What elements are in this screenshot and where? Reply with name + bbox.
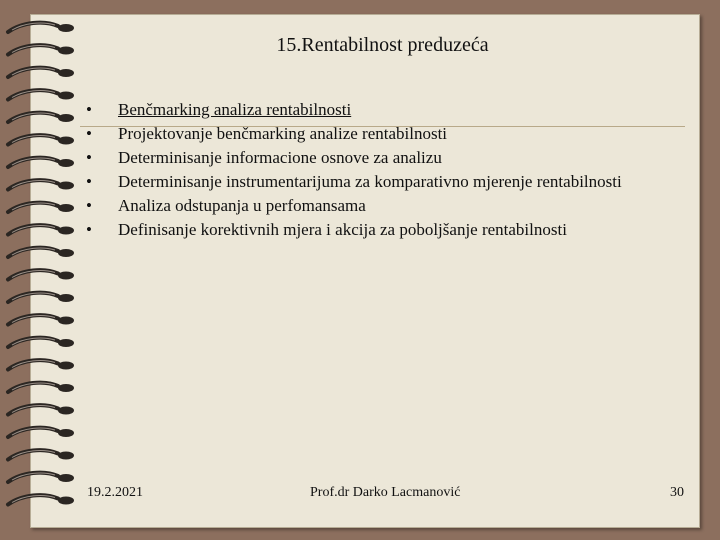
binding-ring bbox=[8, 405, 74, 414]
footer-page-number: 30 bbox=[670, 485, 684, 500]
bullet-list bbox=[86, 98, 676, 242]
bullet-marker: • bbox=[86, 100, 92, 119]
footer-date: 19.2.2021 bbox=[87, 485, 143, 500]
bullet-item bbox=[86, 170, 676, 194]
bullet-item bbox=[86, 122, 676, 146]
bullet-marker: • bbox=[86, 172, 92, 191]
binding-ring bbox=[8, 450, 74, 459]
binding-ring bbox=[8, 360, 74, 369]
bullet-item bbox=[86, 218, 676, 242]
binding-ring bbox=[8, 495, 74, 504]
bullet-item bbox=[86, 98, 676, 122]
binding-ring bbox=[8, 113, 74, 122]
bullet-marker: • bbox=[86, 196, 92, 215]
bullet-item bbox=[86, 194, 676, 218]
binding-ring bbox=[8, 68, 74, 77]
bullet-marker: • bbox=[86, 124, 92, 143]
binding-ring bbox=[8, 203, 74, 212]
bullet-text: Analiza odstupanja u perfomansama bbox=[118, 196, 366, 215]
bullet-text: Definisanje korektivnih mjera i akcija za poboljšanje rentabilnosti bbox=[118, 220, 567, 239]
bullet-text: Determinisanje instrumentarijuma za komparativno mjerenje rentabilnosti bbox=[118, 172, 622, 191]
slide-title: 15.Rentabilnost preduzeća bbox=[276, 34, 489, 56]
bullet-text: Determinisanje informacione osnove za analizu bbox=[118, 148, 442, 167]
binding-ring bbox=[8, 338, 74, 347]
binding-ring bbox=[8, 248, 74, 257]
binding-ring bbox=[8, 293, 74, 302]
bullet-marker: • bbox=[86, 220, 92, 239]
binding-ring bbox=[8, 473, 74, 482]
spiral-binding bbox=[0, 14, 80, 526]
notebook-page bbox=[30, 14, 700, 528]
binding-ring bbox=[8, 428, 74, 437]
binding-ring bbox=[8, 135, 74, 144]
binding-ring bbox=[8, 383, 74, 392]
bullet-marker: • bbox=[86, 148, 92, 167]
footer-author: Prof.dr Darko Lacmanović bbox=[310, 485, 461, 500]
bullet-text: Benčmarking analiza rentabilnosti bbox=[118, 100, 352, 119]
binding-ring bbox=[8, 270, 74, 279]
binding-ring bbox=[8, 158, 74, 167]
binding-ring bbox=[8, 225, 74, 234]
binding-ring bbox=[8, 23, 74, 32]
bullet-item bbox=[86, 146, 676, 170]
bullet-text: Projektovanje benčmarking analize rentabilnosti bbox=[118, 124, 448, 143]
binding-ring bbox=[8, 45, 74, 54]
binding-ring bbox=[8, 90, 74, 99]
binding-ring bbox=[8, 315, 74, 324]
binding-ring bbox=[8, 180, 74, 189]
